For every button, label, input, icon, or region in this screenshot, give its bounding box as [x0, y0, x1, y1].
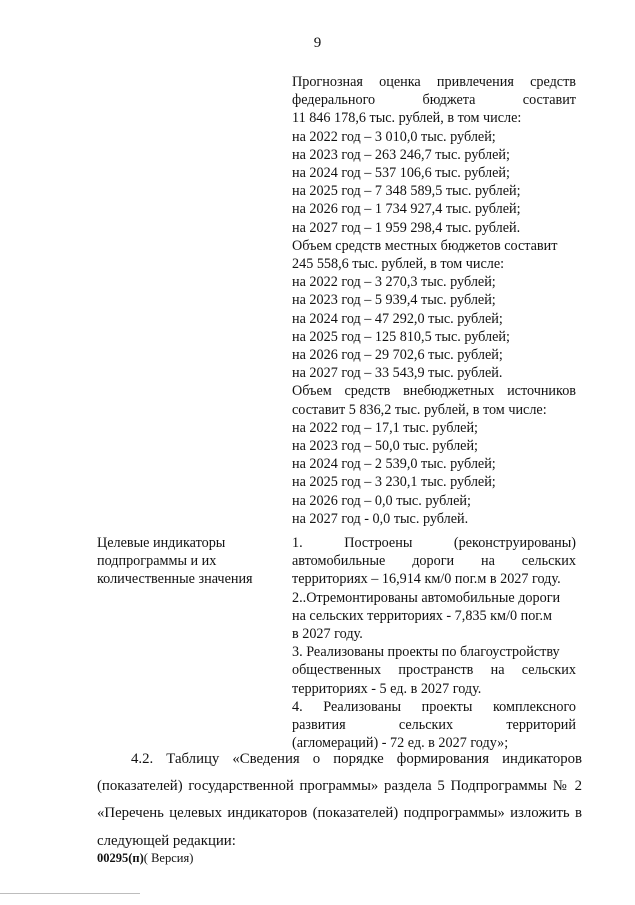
- indicator-4-line-2: развития сельских территорий: [292, 717, 576, 734]
- indicators-label-line-3: количественные значения: [97, 571, 253, 588]
- extra-intro: Объем средств внебюджетных источников: [292, 383, 576, 400]
- indicator-4-line-1: 4. Реализованы проекты комплексного: [292, 698, 576, 715]
- indicator-1-line-2: автомобильные дороги на сельских: [292, 553, 576, 570]
- local-year-2022: на 2022 год – 3 270,3 тыс. рублей;: [292, 274, 496, 291]
- local-year-2026: на 2026 год – 29 702,6 тыс. рублей;: [292, 347, 503, 364]
- indicators-label: [97, 534, 277, 589]
- extra-year-2024: на 2024 год – 2 539,0 тыс. рублей;: [292, 456, 496, 473]
- indicator-3-line-1: 3. Реализованы проекты по благоустройству: [292, 644, 560, 661]
- indicator-2-line-1: 2..Отремонтированы автомобильные дороги: [292, 589, 561, 606]
- federal-year-2022: на 2022 год – 3 010,0 тыс. рублей;: [292, 128, 496, 145]
- federal-year-2023: на 2023 год – 263 246,7 тыс. рублей;: [292, 146, 510, 163]
- local-year-2024: на 2024 год – 47 292,0 тыс. рублей;: [292, 310, 503, 327]
- document-code: 00295(п): [97, 851, 144, 865]
- federal-total: 11 846 178,6 тыс. рублей, в том числе:: [292, 110, 522, 127]
- federal-intro-line-1: Прогнозная оценка привлечения средств: [292, 74, 576, 90]
- extra-year-2027: на 2027 год - 0,0 тыс. рублей.: [292, 510, 469, 527]
- local-total: 245 558,6 тыс. рублей, в том числе:: [292, 256, 505, 273]
- indicator-2-line-2: на сельских территориях - 7,835 км/0 пог.м: [292, 607, 553, 624]
- extra-year-2025: на 2025 год – 3 230,1 тыс. рублей;: [292, 474, 496, 491]
- paragraph-line-1: 4.2. Таблицу «Сведения о порядке формирования индикаторов: [131, 751, 582, 767]
- funding-section: [292, 73, 576, 528]
- indicator-3-line-3: территориях - 5 ед. в 2027 году.: [292, 680, 482, 697]
- indicator-1-line-3: территориях – 16,914 км/0 пог.м в 2027 году.: [292, 571, 561, 588]
- indicator-3-line-2: общественных пространств на сельских: [292, 662, 576, 679]
- federal-year-2024: на 2024 год – 537 106,6 тыс. рублей;: [292, 165, 510, 182]
- local-year-2023: на 2023 год – 5 939,4 тыс. рублей;: [292, 292, 496, 309]
- extra-year-2026: на 2026 год – 0,0 тыс. рублей;: [292, 492, 471, 509]
- indicators-label-line-2: подпрограммы и их: [97, 553, 217, 570]
- indicators-list: [292, 534, 576, 752]
- paragraph-line-4: следующей редакции:: [97, 832, 236, 849]
- paragraph-line-2: (показателей) государственной программы» раздела 5 Подпрограммы № 2: [97, 778, 582, 795]
- indicator-2-line-3: в 2027 году.: [292, 626, 363, 643]
- indicator-4-line-3: (агломераций) - 72 ед. в 2027 году»;: [292, 735, 509, 752]
- federal-year-2026: на 2026 год – 1 734 927,4 тыс. рублей;: [292, 201, 521, 218]
- extra-year-2022: на 2022 год – 17,1 тыс. рублей;: [292, 419, 479, 436]
- indicator-1-line-1: 1. Построены (реконструированы): [292, 535, 576, 551]
- local-year-2025: на 2025 год – 125 810,5 тыс. рублей;: [292, 328, 510, 345]
- scan-edge-line: [0, 893, 140, 894]
- document-footer: [97, 851, 193, 866]
- extra-year-2023: на 2023 год – 50,0 тыс. рублей;: [292, 438, 479, 455]
- indicators-label-line-1: Целевые индикаторы: [97, 535, 226, 551]
- document-version: ( Версия): [143, 851, 194, 865]
- local-intro: Объем средств местных бюджетов составит: [292, 237, 558, 254]
- local-year-2027: на 2027 год – 33 543,9 тыс. рублей.: [292, 365, 503, 382]
- extra-total: составит 5 836,2 тыс. рублей, в том числе:: [292, 401, 547, 418]
- federal-year-2027: на 2027 год – 1 959 298,4 тыс. рублей.: [292, 219, 521, 236]
- paragraph-line-3: «Перечень целевых индикаторов (показателей) подпрограммы» изложить в: [97, 805, 582, 822]
- federal-intro-line-2: федерального бюджета составит: [292, 92, 576, 109]
- page-number: 9: [313, 35, 322, 51]
- amendment-paragraph: [97, 746, 582, 855]
- federal-year-2025: на 2025 год – 7 348 589,5 тыс. рублей;: [292, 183, 521, 200]
